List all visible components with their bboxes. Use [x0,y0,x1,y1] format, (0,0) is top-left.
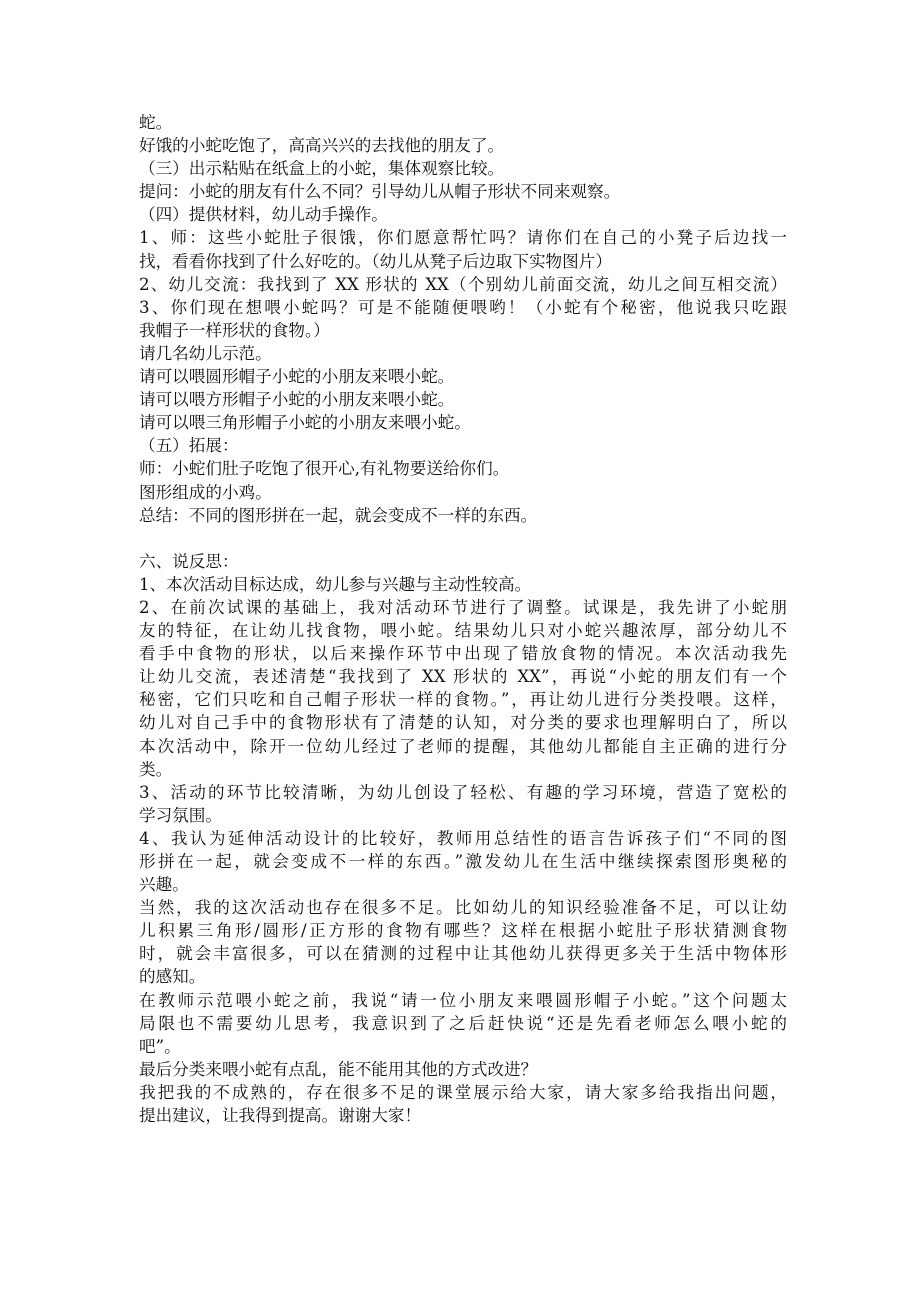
blank-line [139,527,787,550]
text-line: 幼儿对自己手中的食物形状有了清楚的认知，对分类的要求也理解明白了，所以 [139,713,787,733]
text-line: 兴趣。 [139,875,189,895]
text-line: 2、在前次试课的基础上，我对活动环节进行了调整。试课是，我先讲了小蛇朋 [139,597,787,617]
text-line: 吧”。 [139,1036,181,1056]
text-line: 学习氛围。 [139,805,222,825]
text-line: 形拼在一起，就会变成不一样的东西。”激发幼儿在生活中继续探索图形奥秘的 [139,852,787,871]
text-line: 最后分类来喂小蛇有点乱，能不能用其他的方式改进？ [139,1059,538,1079]
text-line: 1、本次活动目标达成，幼儿参与兴趣与主动性较高。 [139,574,532,594]
text-line: 提出建议，让我得到提高。谢谢大家！ [139,1106,422,1126]
text-line: （五）拓展： [139,436,239,456]
text-line: 3、活动的环节比较清晰，为幼儿创设了轻松、有趣的学习环境，营造了宽松的 [139,782,787,802]
text-line: 局限也不需要幼儿思考，我意识到了之后赶快说“还是先看老师怎么喂小蛇的 [139,1013,787,1033]
text-line: 请可以喂圆形帽子小蛇的小朋友来喂小蛇。 [139,367,455,387]
text-line: 找，看看你找到了什么好吃的。（幼儿从凳子后边取下实物图片） [139,251,612,271]
text-line: 本次活动中，除开一位幼儿经过了老师的提醒，其他幼儿都能自主正确的进行分 [139,736,787,756]
text-line: 师：小蛇们肚子吃饱了很开心,有礼物要送给你们。 [139,459,510,479]
document-page [139,111,787,1127]
text-line: 让幼儿交流，表述清楚“我找到了 XX 形状的 XX”，再说“小蛇的朋友们有一个 [139,667,787,687]
text-line: 请可以喂三角形帽子小蛇的小朋友来喂小蛇。 [139,413,471,433]
text-line: （四）提供材料，幼儿动手操作。 [139,205,388,225]
text-line: 我把我的不成熟的，存在很多不足的课堂展示给大家，请大家多给我指出问题， [139,1082,787,1102]
text-line: 在教师示范喂小蛇之前，我说“请一位小朋友来喂圆形帽子小蛇。”这个问题太 [139,990,787,1010]
text-line: 类。 [139,759,173,779]
text-line: 友的特征，在让幼儿找食物，喂小蛇。结果幼儿只对小蛇兴趣浓厚，部分幼儿不 [139,621,787,641]
text-line: 好饿的小蛇吃饱了，高高兴兴的去找他的朋友了。 [139,136,505,156]
text-line: 请几名幼儿示范。 [139,343,272,363]
text-line: 的感知。 [139,967,206,987]
text-line: 看手中食物的形状，以后来操作环节中出现了错放食物的情况。本次活动我先 [139,644,787,664]
text-line: 儿积累三角形/圆形/正方形的食物有哪些？这样在根据小蛇肚子形状猜测食物 [139,921,787,941]
text-line: 3、你们现在想喂小蛇吗？可是不能随便喂哟！（小蛇有个秘密，他说我只吃跟 [139,297,787,317]
text-line: 提问：小蛇的朋友有什么不同？引导幼儿从帽子形状不同来观察。 [139,182,621,202]
text-line: 秘密，它们只吃和自己帽子形状一样的食物。”，再让幼儿进行分类投喂。这样， [139,690,787,710]
text-line: 我帽子一样形状的食物。） [139,320,330,340]
text-line: 4、我认为延伸活动设计的比较好，教师用总结性的语言告诉孩子们“不同的图 [139,828,787,848]
text-line: 2、幼儿交流：我找到了 XX 形状的 XX（个别幼儿前面交流，幼儿之间互相交流） [139,274,787,294]
text-line: 六、说反思： [139,551,239,571]
text-line: 蛇。 [139,113,173,132]
text-line: 当然，我的这次活动也存在很多不足。比如幼儿的知识经验准备不足，可以让幼 [139,898,787,918]
text-line: 时，就会丰富很多，可以在猜测的过程中让其他幼儿获得更多关于生活中物体形 [139,944,787,964]
text-line: 图形组成的小鸡。 [139,482,272,502]
text-line: 请可以喂方形帽子小蛇的小朋友来喂小蛇。 [139,390,455,410]
text-line: （三）出示粘贴在纸盒上的小蛇，集体观察比较。 [139,159,505,179]
text-line: 1、师：这些小蛇肚子很饿，你们愿意帮忙吗？请你们在自己的小凳子后边找一 [139,228,787,248]
text-line: 总结：不同的图形拼在一起，就会变成不一样的东西。 [139,505,538,525]
